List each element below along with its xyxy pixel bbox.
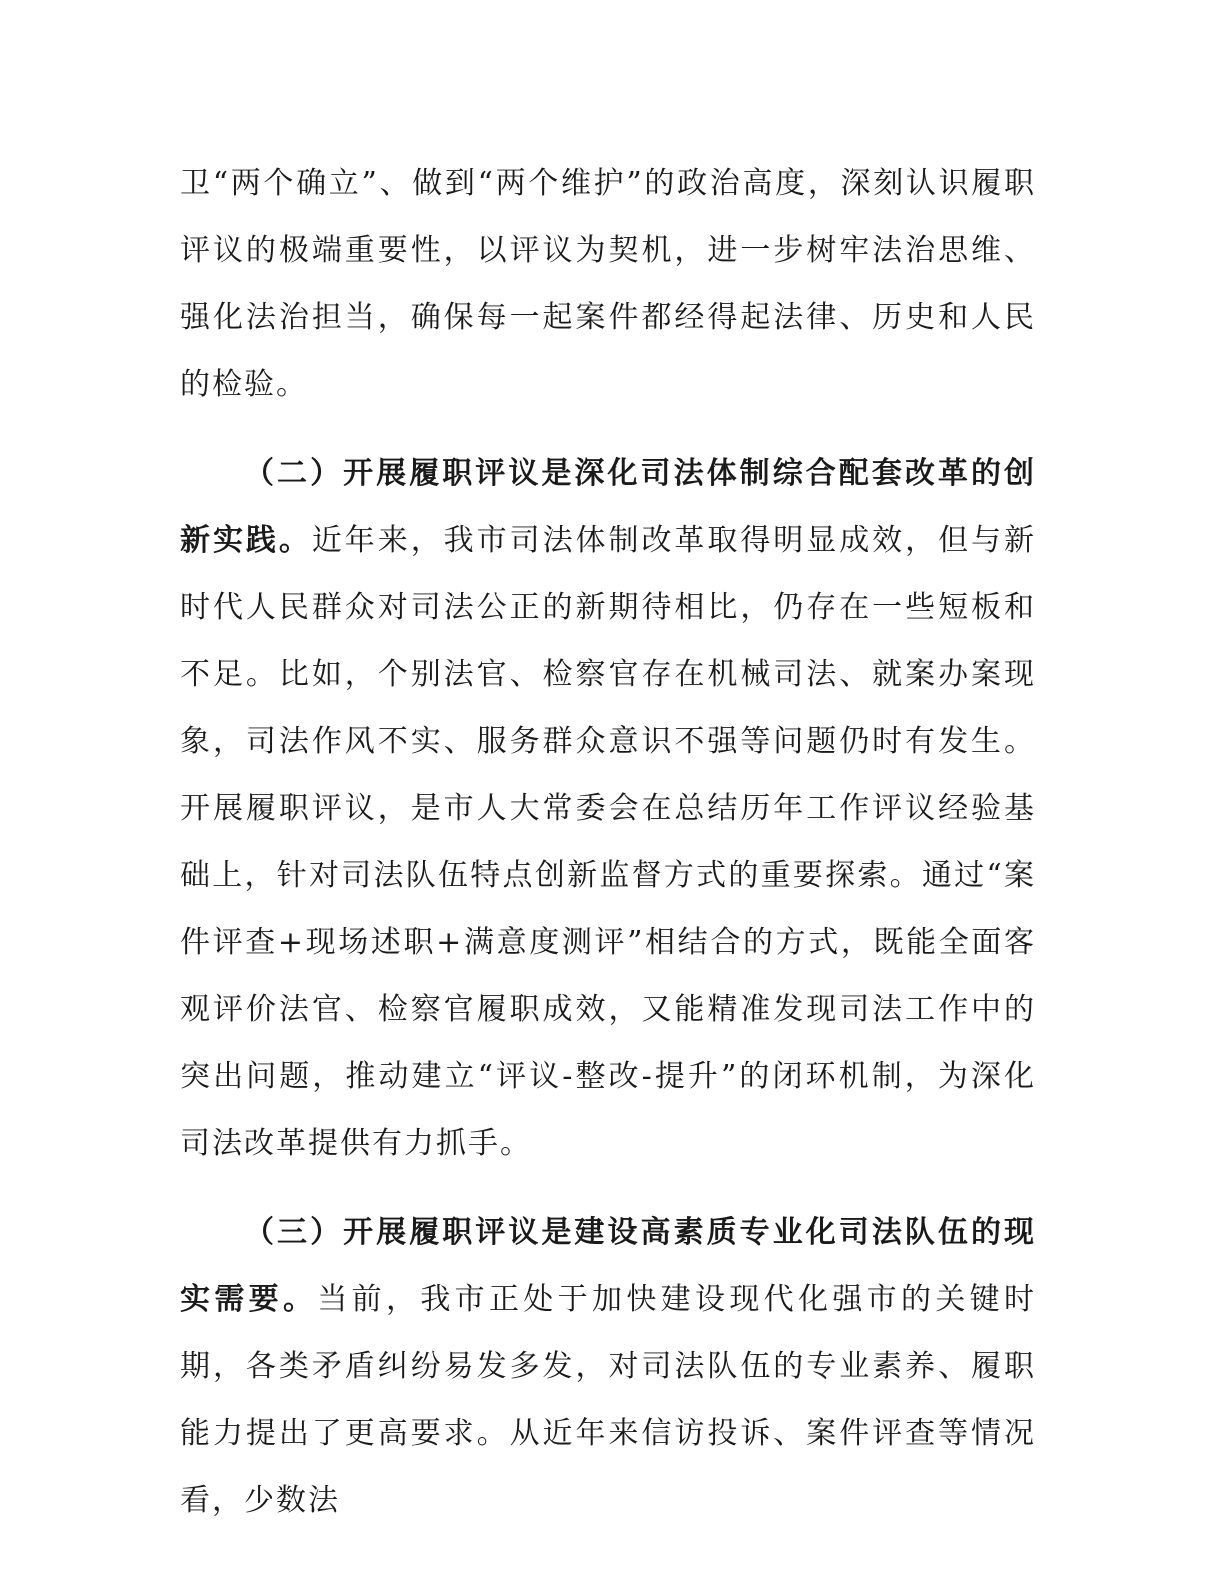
section-heading: （三）开展履职评议是建设高素质专业化司法队伍的现实需要。 [180, 1215, 1036, 1317]
paragraph-body: 当前，我市正处于加快建设现代化强市的关键时期，各类矛盾纠纷易发多发，对司法队伍的专业素养、履职能力提出了更高要求。从近年来信访投诉、案件评查等情况看，少数法 [180, 1282, 1037, 1518]
section-heading: （二）开展履职评议是深化司法体制综合配套改革的创新实践。 [180, 456, 1036, 558]
paragraph-body: 卫“两个确立”、做到“两个维护”的政治高度，深刻认识履职评议的极端重要性，以评议为契机，进一步树牢法治思维、强化法治担当，确保每一起案件都经得起法律、历史和人民的检验。 [180, 166, 1036, 402]
paragraph-section-2 [180, 440, 1036, 1177]
document-page [180, 150, 1036, 1534]
paragraph-section-3 [180, 1199, 1036, 1534]
paragraph-continuation [180, 150, 1036, 418]
paragraph-body: 近年来，我市司法体制改革取得明显成效，但与新时代人民群众对司法公正的新期待相比，仍存在一些短板和不足。比如，个别法官、检察官存在机械司法、就案办案现象，司法作风不实、服务群众意识不强等问题仍时有发生。开展履职评议，是市人大常委会在总结历年工作评议经验基础上，针对司法队伍特点创新监督方式的重要探索。通过“案件评查+现场述职+满意度测评”相结合的方式，既能全面客观评价法官、检察官履职成效，又能精准发现司法工作中的突出问题，推动建立“评议-整改-提升”的闭环机制，为深化司法改革提供有力抓手。 [180, 523, 1037, 1161]
paragraph-gap [180, 418, 1036, 440]
paragraph-gap [180, 1177, 1036, 1199]
